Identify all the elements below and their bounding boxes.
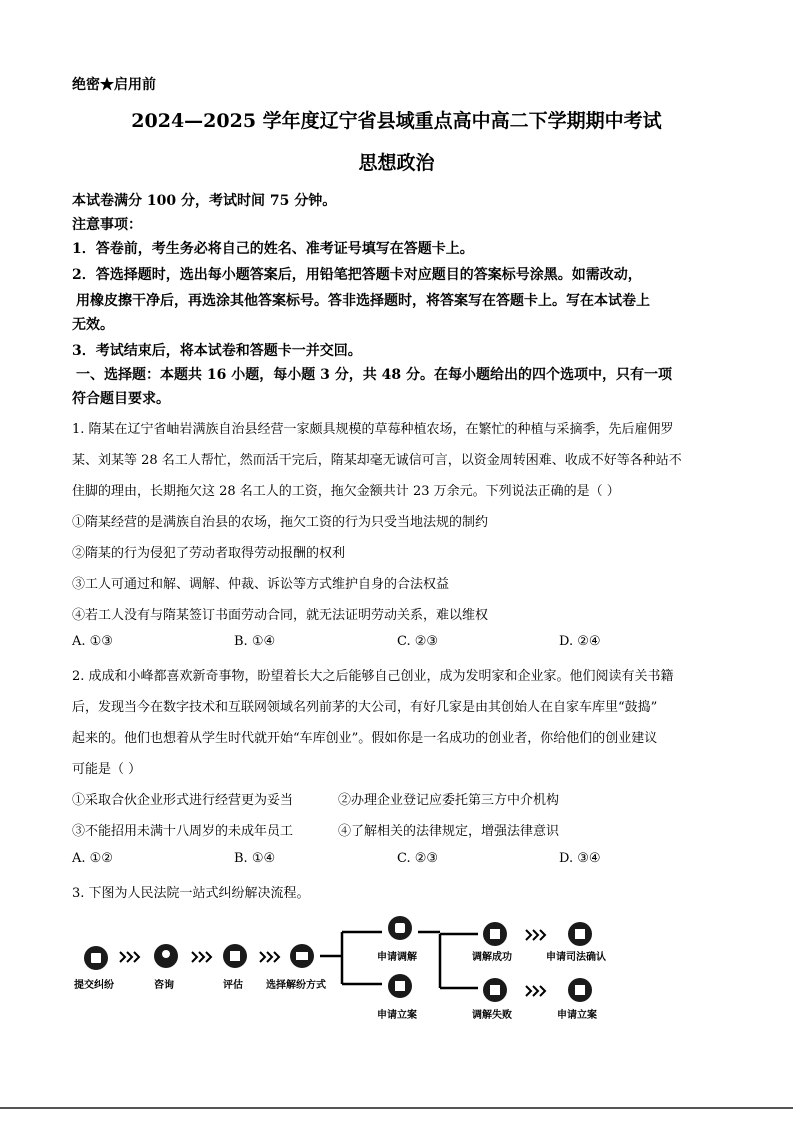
notice-item-2: 2．答选择题时，选出每小题答案后，用铅笔把答题卡对应题目的答案标号涂黑。如需改动，	[72, 267, 642, 283]
chevron-icon-4	[526, 930, 545, 940]
q1-option-d[interactable]: D. ②④	[559, 634, 601, 649]
notice-item-2-end: 无效。	[72, 317, 114, 333]
q1-statement-2: ②隋某的行为侵犯了劳动者取得劳动报酬的权利	[72, 546, 346, 561]
q2-stem-1: 2. 成成和小峰都喜欢新奇事物，盼望着长大之后能够自己创业，成为发明家和企业家。他们阅读有关书籍	[72, 669, 674, 684]
q2-option-b[interactable]: B. ①④	[234, 851, 276, 866]
q2-option-a[interactable]: A. ①②	[72, 851, 113, 866]
q1-option-b[interactable]: B. ①④	[234, 634, 276, 649]
secret-mark: 绝密★启用前	[72, 77, 156, 93]
exam-title: 2024—2025 学年度辽宁省县域重点高中高二下学期期中考试	[131, 110, 662, 132]
q2-stem-4: 可能是（ ）	[72, 762, 142, 777]
notice-title: 注意事项：	[72, 217, 142, 233]
chevron-icon-2	[192, 952, 211, 962]
flow-label-assess: 评估	[223, 980, 243, 991]
notice-item-3: 3．考试结束后，将本试卷和答题卡一并交回。	[72, 343, 362, 359]
flow-label-mediate-fail: 调解失败	[472, 1010, 512, 1021]
flow-label-file-case: 申请立案	[377, 1010, 417, 1021]
q2-statement-4: ④了解相关的法律规定，增强法律意识	[338, 824, 560, 839]
flow-label-consult: 咨询	[154, 980, 174, 991]
flow-label-mediate-apply: 申请调解	[377, 952, 417, 963]
notice-item-2-cont: 用橡皮擦干净后，再选涂其他答案标号。答非选择题时，将答案写在答题卡上。写在本试卷上	[76, 293, 650, 309]
q1-option-c[interactable]: C. ②③	[397, 634, 439, 649]
q2-statement-3: ③不能招用未满十八周岁的未成年员工	[72, 824, 294, 839]
q2-option-c[interactable]: C. ②③	[397, 851, 439, 866]
footer-divider	[0, 1107, 793, 1109]
q1-statement-3: ③工人可通过和解、调解、仲裁、诉讼等方式维护自身的合法权益	[72, 577, 450, 592]
q1-stem-1: 1. 隋某在辽宁省岫岩满族自治县经营一家颇具规模的草莓种植农场，在繁忙的种植与采摘季，先后雇佣罗	[72, 422, 674, 437]
q2-stem-2: 后，发现当今在数字技术和互联网领域名列前茅的大公司，有好几家是由其创始人在自家车库里“鼓捣”	[72, 700, 658, 715]
q1-stem-3: 住脚的理由，长期拖欠这 28 名工人的工资，拖欠金额共计 23 万余元。下列说法正确的是（ ）	[72, 484, 620, 499]
q1-option-a[interactable]: A. ①③	[72, 634, 113, 649]
connector-branch	[418, 932, 478, 988]
flow-label-judicial-confirm: 申请司法确认	[546, 952, 606, 963]
q2-statement-2: ②办理企业登记应委托第三方中介机构	[338, 793, 560, 808]
q2-option-d[interactable]: D. ③④	[559, 851, 601, 866]
section1-heading: 一、选择题：本题共 16 小题，每小题 3 分，共 48 分。在每小题给出的四个选项中，只有一项	[76, 367, 672, 383]
section1-heading-cont: 符合题目要求。	[72, 391, 170, 407]
q1-statement-4: ④若工人没有与隋某签订书面劳动合同，就无法证明劳动关系，难以维权	[72, 608, 489, 623]
exam-subject: 思想政治	[358, 152, 435, 174]
q2-statement-1: ①采取合伙企业形式进行经营更为妥当	[72, 793, 294, 808]
flow-label-choose: 选择解纷方式	[266, 980, 326, 991]
q1-statement-1: ①隋某经营的是满族自治县的农场，拖欠工资的行为只受当地法规的制约	[72, 515, 489, 530]
score-time: 本试卷满分 100 分，考试时间 75 分钟。	[72, 193, 337, 209]
notice-item-1: 1．答卷前，考生务必将自己的姓名、准考证号填写在答题卡上。	[72, 241, 474, 257]
q1-stem-2: 某、刘某等 28 名工人帮忙，然而活干完后，隋某却毫无诚信可言，以资金周转困难、收成不好等各种站不	[72, 453, 682, 468]
q2-stem-3: 起来的。他们也想着从学生时代就开始“车库创业”。假如你是一名成功的创业者，你给他们的创业建议	[72, 731, 658, 746]
chevron-icon-1	[120, 952, 139, 962]
chevron-icon-5	[526, 986, 545, 996]
flow-label-mediate-success: 调解成功	[472, 952, 512, 963]
flow-label-submit: 提交纠纷	[74, 980, 114, 991]
q3-stem: 3. 下图为人民法院一站式纠纷解决流程。	[72, 886, 310, 901]
connector-main	[320, 932, 382, 984]
chevron-icon-3	[260, 952, 279, 962]
flow-label-file-case-2: 申请立案	[557, 1010, 597, 1021]
dispute-flow-diagram	[70, 908, 690, 1028]
